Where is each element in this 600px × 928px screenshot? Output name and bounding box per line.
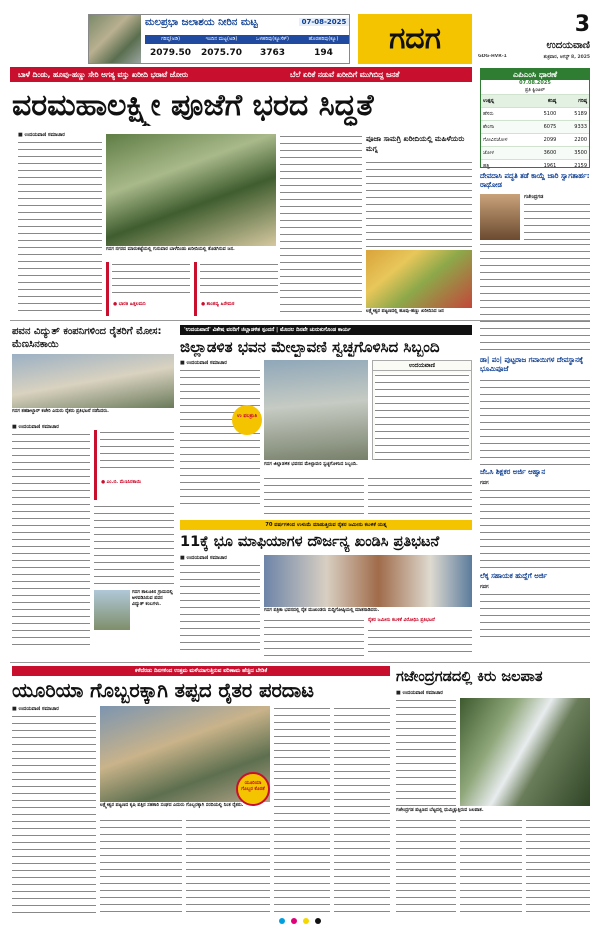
story3-byline: ■ ಉದಯವಾಣಿ ಸಮಾಚಾರ: [180, 360, 227, 366]
divider-2: [10, 662, 590, 663]
story5-headline: ಯೂರಿಯಾ ಗೊಬ್ಬರಕ್ಕಾಗಿ ತಪ್ಪದ ರೈತರ ಪರದಾಟ: [12, 679, 314, 702]
right4-headline: ಲೆಕ್ಕ ಸಹಾಯಕ ಹುದ್ದೆಗೆ ಅರ್ಜಿ: [480, 572, 548, 580]
reservoir-label: ಇಂದಿನ ಮಟ್ಟ(ಅಡಿ): [205, 36, 238, 42]
market-box: [480, 68, 590, 168]
divider-1: [10, 320, 590, 321]
mark-black: [315, 918, 321, 924]
quote-box-1: [106, 262, 190, 316]
story6-body-col3: [460, 818, 522, 914]
story2-quote-text: [100, 430, 174, 474]
mark-yellow: [303, 918, 309, 924]
story2-quote: [94, 430, 174, 500]
right1-place: ಗಜೇಂದ್ರಗಡ: [524, 194, 544, 200]
story3-logo: [232, 405, 262, 435]
market-header-cell: ಗರಿಷ್ಠ: [578, 98, 588, 104]
market-cell: ಶೇಂಗಾ: [483, 124, 495, 130]
market-unit: ಪ್ರತಿ ಕ್ವಿಂಟಲ್: [525, 88, 545, 93]
story3-caption: ಗದಗ ಜಿಲ್ಲಾಡಳಿತ ಭವನದ ಮೇಲ್ಛಾವಣಿ ಸ್ವಚ್ಛಗೊಳಿಸಿದ ಸಿಬ್ಬಂದಿ.: [264, 462, 358, 467]
banner-right: ಬೆಲೆ ಏರಿಕೆ ನಡುವೆ ಖರೀದಿಗೆ ಮುಗಿಬಿದ್ದ ಜನತೆ: [290, 70, 400, 79]
market-row: [481, 120, 589, 133]
reservoir-photo: [89, 15, 141, 63]
lead-headline: ವರಮಹಾಲಕ್ಷ್ಮೀ ಪೂಜೆಗೆ ಭರದ ಸಿದ್ಧತೆ: [12, 88, 374, 123]
story3-body-col2: [264, 476, 364, 516]
masthead-paper: ಉದಯವಾಣಿ: [546, 40, 590, 51]
reservoir-value: 194: [314, 48, 333, 58]
market-title: ಎಪಿಎಂಸಿ ಧಾರಣೆ: [481, 69, 589, 80]
masthead-city-box: [358, 14, 472, 64]
quote-box-2: [194, 262, 278, 316]
story4-headline: 11ಕ್ಕೆ ಭೂ ಮಾಫಿಯಾಗಳ ದೌರ್ಜನ್ಯ ಖಂಡಿಸಿ ಪ್ರತಿಭಟನೆ: [180, 534, 440, 550]
story5-caption: ಲಕ್ಷ್ಮೇಶ್ವರ ಪಟ್ಟಣದ ಕೃಷಿ ಪತ್ತಿನ ಸಹಕಾರಿ ಸಂಘದ ಎದುರು ಗೊಬ್ಬರಕ್ಕಾಗಿ ಸರದಿಯಲ್ಲಿ ನಿಂತ ರೈತರು.: [100, 803, 244, 808]
market-cell: 3500: [574, 150, 588, 156]
market-cell: ಜೋಳ: [483, 150, 494, 156]
story2-caption: ಗದಗ ತಹಶೀಲ್ದಾರ್ ಕಚೇರಿ ಎದುರು ರೈತರು ಪ್ರತಿಭಟನೆ ನಡೆಸಿದರು.: [12, 409, 109, 414]
market-header-cell: ಕನಿಷ್ಠ: [547, 98, 557, 104]
quote-1-author: ● ಭಾರತಿ ಹಿತ್ತಲಮನಿ: [113, 302, 146, 307]
reservoir-date: 07-08-2025: [299, 18, 349, 26]
lead-photo: [106, 134, 276, 246]
story4-body-col1: [180, 563, 260, 655]
reservoir-value: 2075.70: [201, 48, 242, 58]
reservoir-values: [145, 46, 349, 60]
story2-headline: ಪವನ ವಿದ್ಯುತ್ ಕಂಪನಿಗಳಿಂದ ರೈತರಿಗೆ ಮೋಸ: ಮೆಣಸಿನಕಾಯಿ: [12, 326, 162, 350]
quote-2-text: [200, 262, 278, 296]
right4-body: [480, 592, 590, 638]
story6-byline: ■ ಉದಯವಾಣಿ ಸಮಾಚಾರ: [396, 690, 443, 696]
market-cell: 3600: [543, 150, 557, 156]
quote-2-author: ● ಶಾಂತವ್ವ ಹಿರೇಮಠ: [201, 302, 235, 307]
market-row: [481, 107, 589, 120]
story4-caption: ಗದಗ ಪತ್ರಿಕಾ ಭವನದಲ್ಲಿ ರೈತ ಮುಖಂಡರು ಸುದ್ದಿಗೋಷ್ಠಿಯಲ್ಲಿ ಮಾತನಾಡಿದರು.: [264, 608, 380, 613]
story3-body-col3: [368, 476, 472, 516]
reservoir-title: ಮಲಪ್ರಭಾ ಜಲಾಶಯ ನೀರಿನ ಮಟ್ಟ: [145, 17, 258, 28]
masthead-edition: GDG-HVR-1: [478, 54, 507, 59]
story5-badge-text: ಯೂರಿಯಾ ಗೊಬ್ಬರ ಕೊರತೆ: [241, 781, 265, 792]
story5-byline: ■ ಉದಯವಾಣಿ ಸಮಾಚಾರ: [12, 706, 59, 712]
story4-body-col3: [368, 628, 472, 658]
right3-headline: ಜೆಒಸಿ ಶಿಕ್ಷಕರ ಅರ್ಜಿ ಆಹ್ವಾನ: [480, 468, 546, 476]
reservoir-label: ಗರಿಷ್ಠ(ಅಡಿ): [160, 36, 181, 42]
top-banner: [10, 67, 472, 82]
story5-kicker: ಕಳೆದೆರಡು ದಿನಗಳಿಂದ ಉತ್ತಮ ಮಳೆಯಾಗುತ್ತಿರುವ ಪರಿಣಾಮ ಹೆಚ್ಚಿದ ಬೇಡಿಕೆ: [134, 668, 268, 674]
right2-body: [480, 378, 590, 466]
reservoir-value: 2079.50: [150, 48, 191, 58]
story2-quote-author: ● ಎಂ.ಬಿ. ಮೆಣಸಿನಕಾಯಿ: [101, 480, 142, 485]
story6-headline: ಗಜೇಂದ್ರಗಡದಲ್ಲಿ ಕಿರು ಜಲಪಾತ: [396, 669, 543, 685]
mark-magenta: [291, 918, 297, 924]
story3-clip-text: [375, 373, 469, 461]
story5-badge: [236, 772, 270, 806]
market-header-row: [481, 94, 589, 107]
story2-body-col2: [94, 504, 174, 588]
right1-photo: [480, 194, 520, 240]
story2-photo: [12, 354, 174, 408]
story4-body-col2: [264, 618, 364, 658]
market-cell: 2159: [574, 163, 588, 169]
story4-photo: [264, 555, 472, 607]
market-header-cell: ಉತ್ಪನ್ನ: [483, 98, 495, 104]
lead-body-col3: [280, 134, 362, 316]
mark-cyan: [279, 918, 285, 924]
lead-byline: ■ ಉದಯವಾಣಿ ಸಮಾಚಾರ: [18, 132, 65, 138]
right2-headline: ಡಾ| ಪಂ| ಪುಟ್ಟರಾಜ ಗವಾಯಿಗಳ ದೇವಸ್ಥಾನಕ್ಕೆ ಭೂಮಿಪೂಜೆ: [480, 356, 584, 373]
market-cell: 2200: [574, 137, 588, 143]
story2-photo-2: [94, 590, 130, 630]
reservoir-label: ಹೊರಹರಿವು(ಕ್ಯೂ): [308, 36, 339, 42]
story2-photo-caption: ಗದಗ ತಾಲೂಕಿನ ಗ್ರಾಮದಲ್ಲಿ ಅಳವಡಿಸಿರುವ ಪವನ ವಿದ್ಯುತ್ ಕಂಬಗಳು.: [132, 590, 173, 607]
story5-body-col1: [12, 714, 96, 914]
market-cell: 5189: [574, 111, 588, 117]
page-number: 3: [574, 12, 590, 37]
reservoir-value: 3763: [259, 48, 286, 58]
market-cell: ಹೆಸರು: [483, 111, 494, 117]
lead-photo-2: [366, 250, 472, 308]
right1-body-2: [480, 242, 590, 352]
market-row: [481, 146, 589, 159]
story2-body-col1: [12, 432, 90, 650]
story5-body-col4: [274, 706, 330, 914]
reservoir-labels: [145, 35, 349, 44]
story5-body-col2: [100, 818, 182, 914]
market-cell: ಗೋವಿನಜೋಳ: [483, 137, 508, 143]
right1-body: [524, 202, 590, 240]
story3-kicker-bar: [180, 325, 472, 335]
market-cell: 2099: [543, 137, 557, 143]
story3-headline: ಜಿಲ್ಲಾಡಳಿತ ಭವನ ಮೇಲ್ಛಾವಣಿ ಸ್ವಚ್ಛಗೊಳಿಸಿದ ಸಿಬ್ಬಂದಿ: [180, 338, 440, 356]
banner-left: ಬಾಳೆ ದಿಂಡು, ಹೂವು-ಹಣ್ಣು ಸೇರಿ ಅಗತ್ಯ ವಸ್ತು ಖರೀದಿ ಭರಾಟೆ ಜೋರು: [18, 70, 189, 79]
market-table: [481, 94, 589, 172]
lead-body-col4: [366, 160, 472, 248]
story6-caption: ಗಜೇಂದ್ರಗಡ ಪಟ್ಟಣದ ಬೆಟ್ಟದಲ್ಲಿ ಧುಮ್ಮಿಕ್ಕುತ್ತಿರುವ ಜಲಪಾತ.: [396, 808, 484, 813]
story5-kicker-bar: [12, 666, 390, 676]
market-date: 07.08.2025: [519, 80, 551, 86]
story4-byline: ■ ಉದಯವಾಣಿ ಸಮಾಚಾರ: [180, 555, 227, 561]
story4-kicker-bar: [180, 520, 472, 530]
right1-headline: ದೇವದಾಸಿ ಪದ್ಧತಿ ತಡೆ ಕಾಯ್ದೆ ಜಾರಿ ಸ್ವಾಗತಾರ್ಹ: ರಾಥೋಡ: [480, 172, 590, 189]
story4-note: ರೈತರ ಜಮೀನು ಕಬಳಿಕೆ ವಿರೋಧಿಸಿ ಪ್ರತಿಭಟನೆ: [368, 618, 435, 623]
story3-clip: [372, 360, 472, 460]
lead-subheadline: ಪೂಜಾ ಸಾಮಗ್ರಿ ಖರೀದಿಯಲ್ಲಿ ಮಹಿಳೆಯರು ಮಗ್ನ: [366, 134, 465, 153]
lead-caption: ಗದಗ ನಗರದ ಮಾರುಕಟ್ಟೆಯಲ್ಲಿ ಗುರುವಾರ ಬಾಳೆದಿಂಡು ಖರೀದಿಯಲ್ಲಿ ತೊಡಗಿರುವ ಜನ.: [106, 247, 235, 252]
market-cell: 1961: [543, 163, 557, 169]
quote-1-text: [112, 262, 190, 296]
story4-kicker: 70 ವರ್ಷಗಳಿಂದ ಉಳುಮೆ ಮಾಡುತ್ತಿರುವ ರೈತರ ಜಮೀನು ಕಬಳಿಕೆ ಯತ್ನ: [265, 522, 387, 528]
right3-place: ಗದಗ: [480, 480, 489, 486]
story6-photo: [460, 698, 590, 806]
story6-body-col4: [526, 818, 590, 914]
lead-caption-2: ಲಕ್ಷ್ಮೇಶ್ವರ ಪಟ್ಟಣದಲ್ಲಿ ಹೂವು-ಹಣ್ಣು ಖರೀದಿಸಿದ ಜನ: [366, 309, 444, 314]
masthead-city: ಗದಗ: [389, 21, 441, 56]
story3-photo: [264, 360, 368, 460]
market-cell: ಹತ್ತಿ: [483, 163, 490, 169]
right3-body: [480, 488, 590, 570]
story3-logo-text: ಉ ಫಲಶ್ರುತಿ: [236, 413, 258, 419]
story6-body-col2: [396, 818, 456, 914]
story6-body-col1: [396, 698, 456, 806]
story3-body-col1: [180, 368, 260, 508]
market-row: [481, 159, 589, 172]
registration-marks: [100, 918, 500, 924]
reservoir-label: ಒಳಹರಿವು(ಕ್ಯೂಸೆಕ್): [255, 36, 289, 42]
story3-clip-title: ಉದಯವಾಣಿ: [373, 361, 471, 371]
market-row: [481, 133, 589, 146]
market-cell: 6075: [543, 124, 557, 130]
story5-body-col3: [186, 818, 270, 914]
masthead-date: ಶುಕ್ರವಾರ, ಆಗಸ್ಟ್ 8, 2025: [543, 55, 590, 60]
story3-kicker: 'ಉದಯವಾಣಿ' ವಿಶೇಷ ವರದಿಗೆ ಜಿಲ್ಲಾಡಳಿತ ಸ್ಪಂದನೆ | ಮೊದಲ ದಿನವೇ ಚುರುಕುಗೊಂಡ ಕಾರ್ಯ: [184, 327, 351, 333]
right4-place: ಗದಗ: [480, 584, 489, 590]
story2-byline: ■ ಉದಯವಾಣಿ ಸಮಾಚಾರ: [12, 424, 59, 430]
lead-body-col1: [18, 140, 102, 315]
reservoir-box: [88, 14, 350, 64]
market-cell: 9333: [574, 124, 588, 130]
market-cell: 5100: [543, 111, 557, 117]
story5-body-col5: [334, 706, 390, 914]
